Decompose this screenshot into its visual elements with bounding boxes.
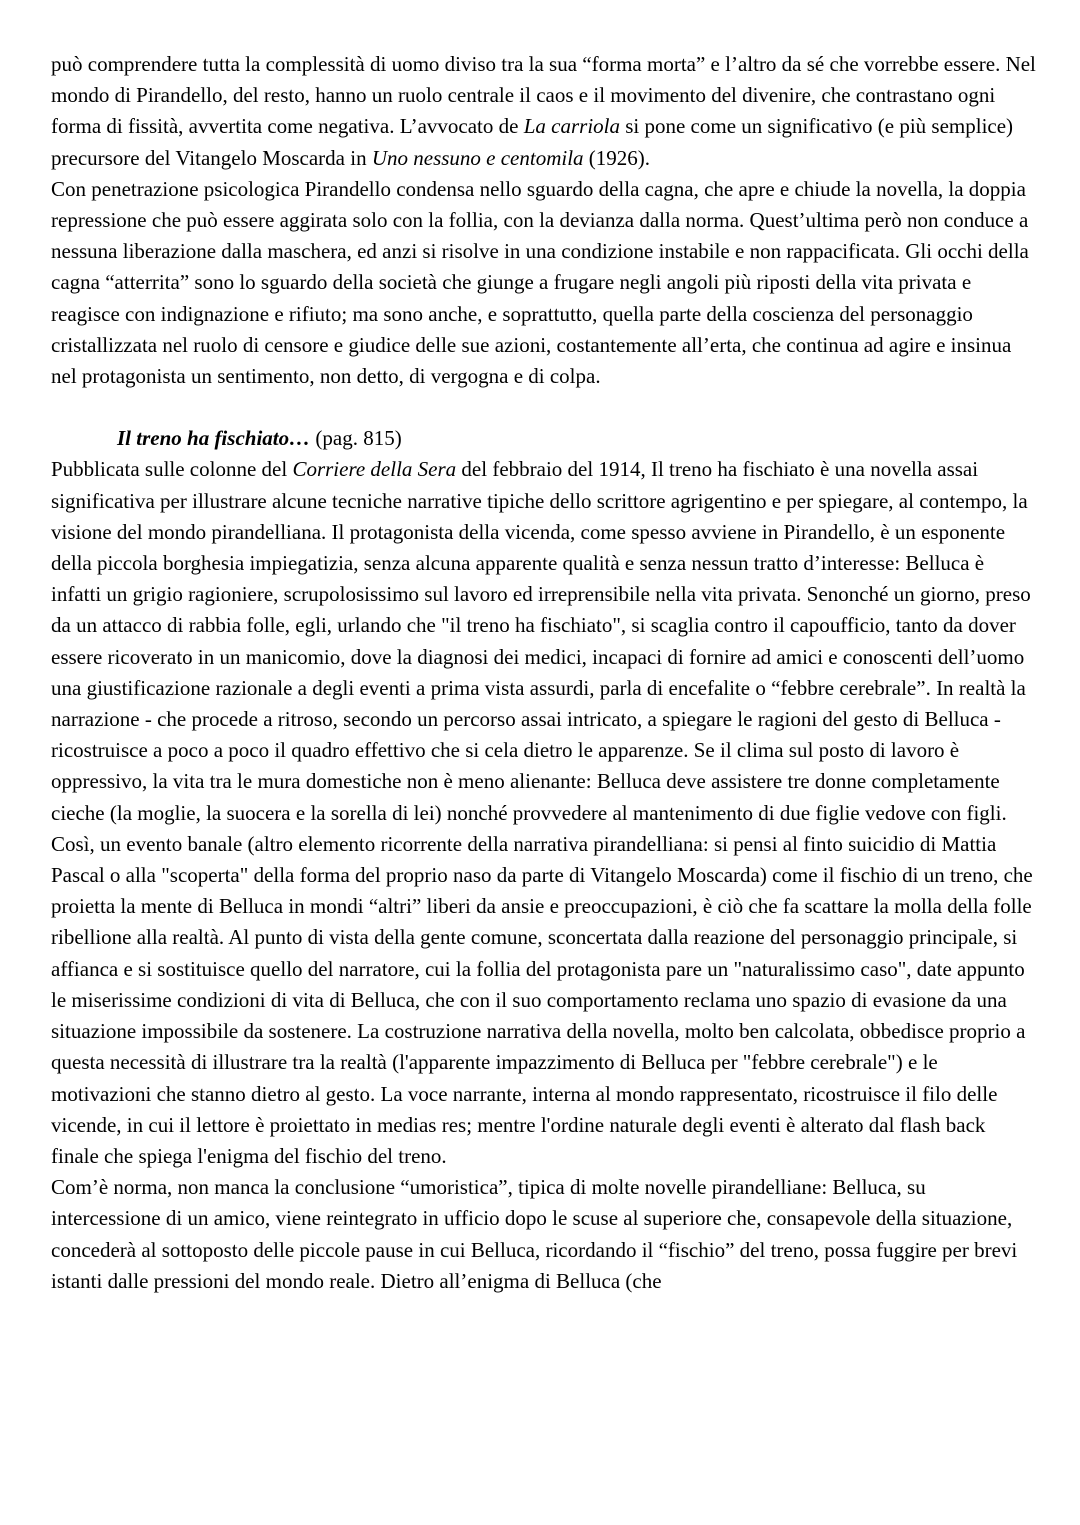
paragraph-spacer	[51, 392, 1036, 423]
book-title-la-carriola: La carriola	[523, 114, 620, 139]
section-heading	[51, 423, 1036, 454]
newspaper-title: Corriere della Sera	[292, 457, 457, 482]
paragraph-pubblicata-text-1: Pubblicata sulle colonne del	[51, 457, 293, 482]
paragraph-pubblicata	[51, 454, 1036, 828]
paragraph-conclusione: Com’è norma, non manca la conclusione “umoristica”, tipica di molte novelle pirandelliane: Belluca, su intercessione di un amico, viene reintegrato in ufficio dopo le scuse al superiore che, consapevole della situazione, concederà al sottoposto delle piccole pause in cui Belluca, ricordando il “fischio” del treno, possa fuggire per brevi istanti dalle pressioni del mondo reale. Dietro all’enigma di Belluca (che	[51, 1175, 1018, 1293]
paragraph-evento-banale: Così, un evento banale (altro elemento ricorrente della narrativa pirandelliana: si pensi al finto suicidio di Mattia Pascal o alla "scoperta" della forma del proprio naso da parte di Vitangelo Moscarda) come il fischio di un treno, che proietta la mente di Belluca in mondi “altri” liberi da ansie e preoccupazioni, è ciò che fa scattare la molla della folle ribellione alla realtà. Al punto di vista della gente comune, sconcertata dalla reazione del personaggio principale, si affianca e si sostituisce quello del narratore, cui la follia del protagonista pare un "naturalissimo caso", date appunto le miserissime condizioni di vita di Belluca, che con il suo comportamento reclama uno spazio di evasione da una situazione impossibile da sostenere. La costruzione narrativa della novella, molto ben calcolata, obbedisce proprio a questa necessità di illustrare tra la realtà (l'apparente impazzimento di Belluca per "febbre cerebrale") e le motivazioni che stanno dietro al gesto. La voce narrante, interna al mondo rappresentato, ricostruisce il filo delle vicende, in cui il lettore è proiettato in medias res; mentre l'ordine naturale degli eventi è alterato dal flash back finale che spiega l'enigma del fischio del treno.	[51, 831, 1033, 1168]
paragraph-cagna: Con penetrazione psicologica Pirandello condensa nello sguardo della cagna, che apre e chiude la novella, la doppia repressione che può essere aggirata solo con la follia, con la devianza dalla norma. Quest’ultima però non conduce a nessuna liberazione dalla maschera, ed anzi si risolve in una condizione instabile e non rappacificata. Gli occhi della cagna “atterrita” sono lo sguardo della società che giunge a frugare negli angoli più riposti della vita privata e reagisce con indignazione e rifiuto; ma sono anche, e soprattutto, quella parte della coscienza del personaggio cristallizzata nel ruolo di censore e giudice delle sue azioni, costantemente all’erta, che continua ad agire e insinua nel protagonista un sentimento, non detto, di vergogna e di colpa.	[51, 176, 1029, 389]
book-title-uno-nessuno: Uno nessuno e centomila	[371, 145, 584, 170]
paragraph-pubblicata-text-2: del febbraio del 1914, Il treno ha fischiato è una novella assai significativa per illustrare alcune tecniche narrative tipiche dello scrittore agrigentino e per spiegare, al contempo, la visione del mondo pirandelliana. Il protagonista della vicenda, come spesso avviene in Pirandello, è un esponente della piccola borghesia impiegatizia, senza alcuna apparente qualità e senza nessun tratto d’interesse: Belluca è infatti un grigio ragioniere, scrupolosissimo sul lavoro ed irreprensibile nella vita privata. Senonché un giorno, preso da un attacco di rabbia folle, egli, urlando che "il treno ha fischiato", si scaglia contro il capoufficio, tanto da dover essere ricoverato in un manicomio, dove la diagnosi dei medici, incapaci di fornire ad amici e conoscenti dell’uomo una giustificazione razionale a degli eventi a prima vista assurdi, parla di encefalite o “febbre cerebrale”. In realtà la narrazione - che procede a ritroso, secondo un percorso assai intricato, a spiegare le ragioni del gesto di Belluca - ricostruisce a poco a poco il quadro effettivo che si cela dietro le apparenze. Se il clima sul posto di lavoro è oppressivo, la vita tra le mura domestiche non è meno alienante: Belluca deve assistere tre donne completamente cieche (la moglie, la suocera e la sorella di lei) nonché provvedere al mantenimento di due figlie vedove con figli.	[51, 457, 1031, 825]
paragraph-intro	[51, 49, 1036, 174]
paragraph-intro-text-3: (1926).	[583, 145, 651, 170]
paragraph-intro-text-2: si pone come un significativo (e più semplice) precursore del Vitangelo Moscarda in	[51, 114, 1014, 170]
section-title: Il treno ha fischiato…	[117, 426, 311, 451]
document-page	[51, 49, 1036, 1297]
paragraph-intro-text-1: può comprendere tutta la complessità di uomo diviso tra la sua “forma morta” e l’altro da sé che vorrebbe essere. Nel mondo di Pirandello, del resto, hanno un ruolo centrale il caos e il movimento del divenire, che contrastano ogni forma di fissità, avvertita come negativa. L’avvocato de	[51, 52, 1036, 139]
section-page-ref: (pag. 815)	[310, 426, 402, 451]
